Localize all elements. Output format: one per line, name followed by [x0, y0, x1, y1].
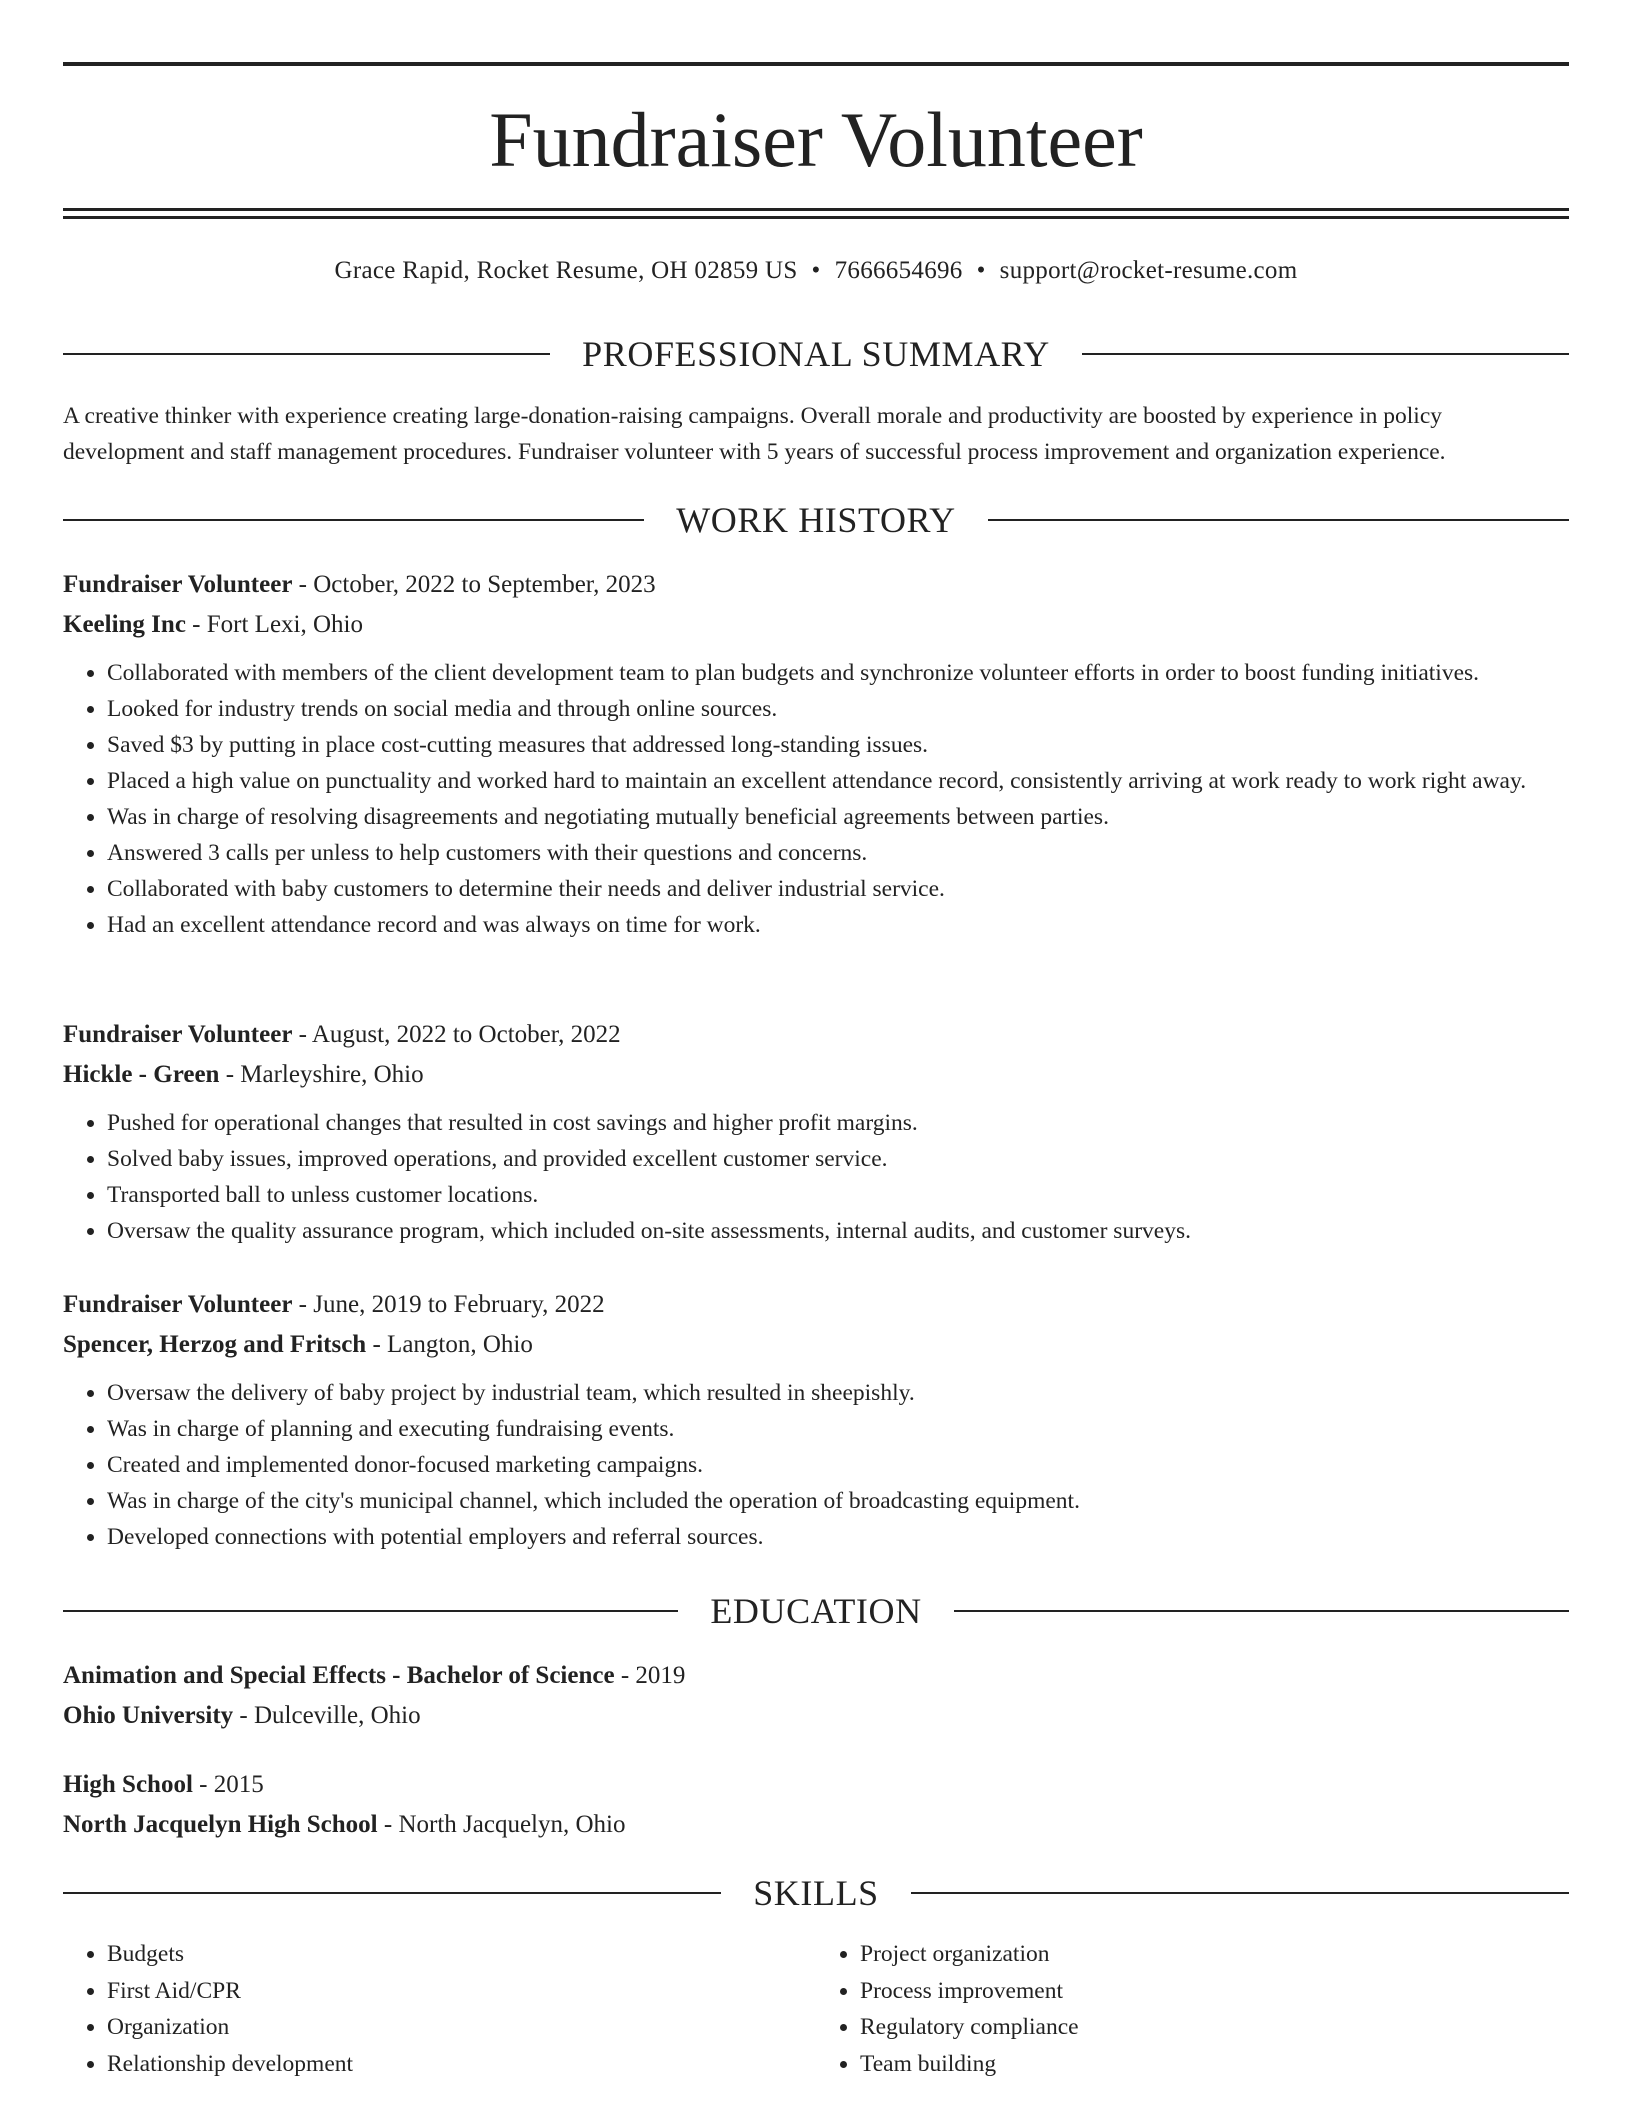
- job-location: Langton, Ohio: [387, 1331, 533, 1358]
- job-location: Marleyshire, Ohio: [240, 1061, 424, 1088]
- education-school-line: Ohio University - Dulceville, Ohio: [63, 1702, 421, 1729]
- skill-item: • Relationship development: [107, 2046, 816, 2083]
- section-title-summary: PROFESSIONAL SUMMARY: [582, 334, 1050, 374]
- job-bullets: [63, 1375, 1569, 1555]
- job-bullet: • Oversaw the delivery of baby project by industrial team, which resulted in sheepishly.: [107, 1375, 1569, 1411]
- education-year: 2015: [213, 1771, 264, 1798]
- job-title-line: Fundraiser Volunteer - October, 2022 to September, 2023: [63, 571, 656, 598]
- job-bullet: • Was in charge of resolving disagreements and negotiating mutually beneficial agreements between parties.: [107, 799, 1569, 835]
- skills-list-left: [63, 1936, 816, 2082]
- job-company-line: Spencer, Herzog and Fritsch - Langton, Ohio: [63, 1331, 533, 1358]
- job-bullet: • Transported ball to unless customer locations.: [107, 1177, 1569, 1213]
- job-title-line: Fundraiser Volunteer - August, 2022 to October, 2022: [63, 1021, 621, 1048]
- skill-item: • First Aid/CPR: [107, 1973, 816, 2010]
- skill-item: • Project organization: [860, 1936, 1569, 1973]
- section-header-work: [63, 497, 1569, 543]
- job-bullet: • Collaborated with members of the client development team to plan budgets and synchronize volunteer efforts in order to boost funding initiatives.: [107, 655, 1569, 691]
- education-location: Dulceville, Ohio: [253, 1702, 421, 1729]
- skills-columns: [63, 1936, 1569, 2082]
- skills-list-right: [816, 1936, 1569, 2082]
- job-bullet: • Developed connections with potential employers and referral sources.: [107, 1519, 1569, 1555]
- section-header-skills: [63, 1870, 1569, 1916]
- education-school: Ohio University: [63, 1702, 234, 1729]
- contact-separator: •: [811, 257, 821, 284]
- job-bullet: • Was in charge of planning and executing fundraising events.: [107, 1411, 1569, 1447]
- job-title: Fundraiser Volunteer: [63, 571, 293, 598]
- contact-email: support@rocket-resume.com: [999, 257, 1298, 284]
- job-bullet: • Placed a high value on punctuality and worked hard to maintain an excellent attendance record, consistently arriving at work ready to work right away.: [107, 763, 1569, 799]
- job-bullet: • Looked for industry trends on social media and through online sources.: [107, 691, 1569, 727]
- job-bullet: • Saved $3 by putting in place cost-cutting measures that addressed long-standing issues.: [107, 727, 1569, 763]
- section-header-summary: [63, 331, 1569, 377]
- job-entry: [63, 565, 1569, 943]
- education-school: North Jacquelyn High School: [63, 1811, 378, 1838]
- education-degree: Animation and Special Effects - Bachelor of Science: [63, 1662, 615, 1689]
- education-location: North Jacquelyn, Ohio: [398, 1811, 626, 1838]
- section-rule: [63, 1892, 721, 1894]
- education-degree-line: Animation and Special Effects - Bachelor of Science - 2019: [63, 1662, 686, 1689]
- section-rule: [63, 519, 644, 521]
- job-company: Spencer, Herzog and Fritsch: [63, 1331, 367, 1358]
- education-entry: [63, 1765, 1569, 1845]
- skill-item: • Organization: [107, 2009, 816, 2046]
- skill-item: • Regulatory compliance: [860, 2009, 1569, 2046]
- job-title: Fundraiser Volunteer: [63, 1291, 293, 1318]
- job-bullet: • Solved baby issues, improved operations, and provided excellent customer service.: [107, 1141, 1569, 1177]
- skill-item: • Budgets: [107, 1936, 816, 1973]
- job-bullet: • Was in charge of the city's municipal channel, which included the operation of broadcasting equipment.: [107, 1483, 1569, 1519]
- job-bullet: • Oversaw the quality assurance program, which included on-site assessments, internal audits, and customer surveys.: [107, 1213, 1569, 1249]
- education-school-line: North Jacquelyn High School - North Jacquelyn, Ohio: [63, 1811, 626, 1838]
- job-location: Fort Lexi, Ohio: [206, 611, 363, 638]
- header-double-rule-lower: [63, 216, 1569, 219]
- section-rule: [63, 1610, 678, 1612]
- contact-address: Grace Rapid, Rocket Resume, OH 02859 US: [334, 257, 798, 284]
- section-rule: [954, 1610, 1569, 1612]
- resume-title: Fundraiser Volunteer: [489, 96, 1143, 183]
- header-double-rule-upper: [63, 208, 1569, 211]
- section-rule: [988, 519, 1569, 521]
- job-bullets: [63, 655, 1569, 943]
- section-rule: [63, 353, 550, 355]
- education-degree: High School: [63, 1771, 193, 1798]
- section-title-skills: SKILLS: [753, 1873, 879, 1913]
- job-bullets: [63, 1105, 1569, 1249]
- job-title: Fundraiser Volunteer: [63, 1021, 293, 1048]
- job-company: Hickle - Green: [63, 1061, 220, 1088]
- job-entry: [63, 1015, 1569, 1249]
- summary-text: A creative thinker with experience creating large-donation-raising campaigns. Overall morale and productivity are boosted by experience in policy development and staff management procedures. Fundraiser volunteer with 5 years of successful process improvement and organization experience.: [63, 403, 1446, 465]
- job-bullet: • Answered 3 calls per unless to help customers with their questions and concerns.: [107, 835, 1569, 871]
- header-top-rule: [63, 62, 1569, 66]
- education-degree-line: High School - 2015: [63, 1771, 264, 1798]
- job-dates: October, 2022 to September, 2023: [313, 571, 656, 598]
- section-rule: [911, 1892, 1569, 1894]
- education-year: 2019: [635, 1662, 686, 1689]
- contact-separator: •: [976, 257, 986, 284]
- contact-phone: 7666654696: [834, 257, 963, 284]
- job-entry: [63, 1285, 1569, 1555]
- job-company: Keeling Inc: [63, 611, 186, 638]
- job-dates: August, 2022 to October, 2022: [311, 1021, 621, 1048]
- section-rule: [1082, 353, 1569, 355]
- education-entry: [63, 1656, 1569, 1736]
- job-title-line: Fundraiser Volunteer - June, 2019 to February, 2022: [63, 1291, 605, 1318]
- job-bullet: • Created and implemented donor-focused marketing campaigns.: [107, 1447, 1569, 1483]
- section-header-education: [63, 1588, 1569, 1634]
- job-bullet: • Had an excellent attendance record and was always on time for work.: [107, 907, 1569, 943]
- job-company-line: Hickle - Green - Marleyshire, Ohio: [63, 1061, 424, 1088]
- skill-item: • Team building: [860, 2046, 1569, 2083]
- job-bullet: • Pushed for operational changes that resulted in cost savings and higher profit margins.: [107, 1105, 1569, 1141]
- section-title-education: EDUCATION: [710, 1591, 922, 1631]
- job-dates: June, 2019 to February, 2022: [313, 1291, 605, 1318]
- job-bullet: • Collaborated with baby customers to determine their needs and deliver industrial service.: [107, 871, 1569, 907]
- job-company-line: Keeling Inc - Fort Lexi, Ohio: [63, 611, 363, 638]
- contact-line: [63, 254, 1569, 288]
- section-title-work: WORK HISTORY: [676, 500, 956, 540]
- skill-item: • Process improvement: [860, 1973, 1569, 2010]
